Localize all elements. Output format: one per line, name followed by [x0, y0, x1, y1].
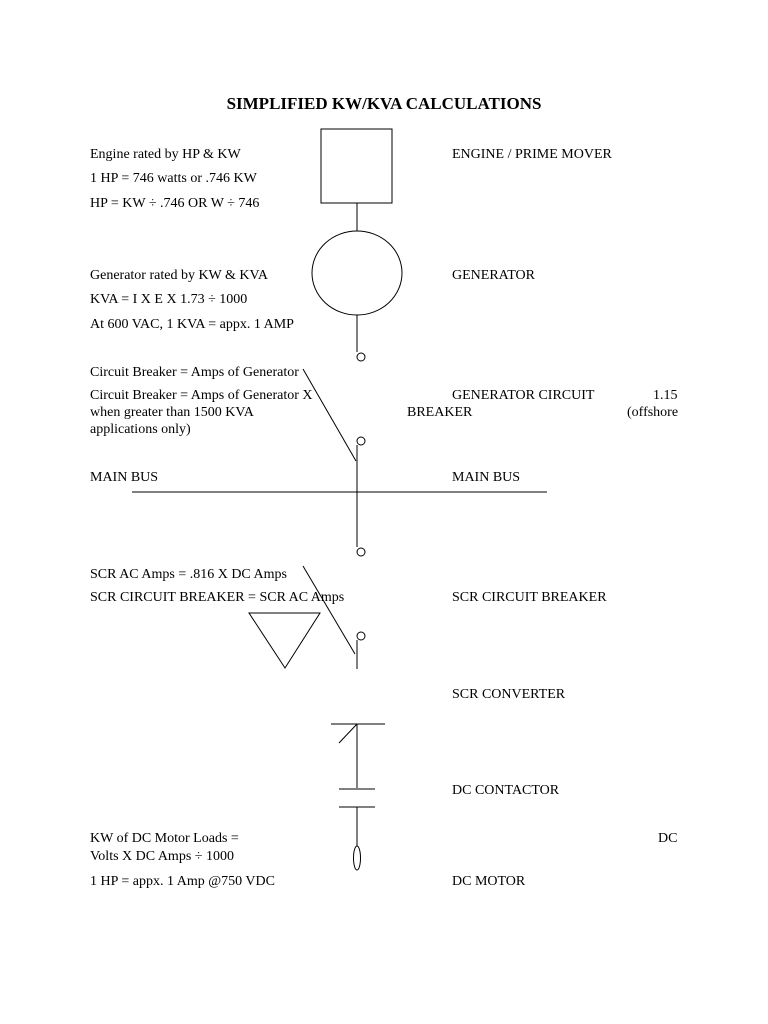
- scr-cb-label: SCR CIRCUIT BREAKER: [452, 590, 607, 605]
- offshore-text: (offshore: [627, 405, 679, 420]
- at-600vac-text: At 600 VAC, 1 KVA = appx. 1 AMP: [90, 317, 294, 332]
- gen-breaker-terminal-top: [357, 353, 365, 361]
- dc-motor-symbol: [354, 846, 361, 870]
- scr-breaker-terminal-top: [357, 548, 365, 556]
- applications-text: applications only): [90, 422, 191, 437]
- gen-breaker-terminal-bottom: [357, 437, 365, 445]
- generator-symbol: [312, 231, 402, 315]
- cb-amps-x-text: Circuit Breaker = Amps of Generator X: [90, 388, 313, 403]
- scr-ac-amps-text: SCR AC Amps = .816 X DC Amps: [90, 567, 287, 582]
- dc-contactor-label: DC CONTACTOR: [452, 783, 560, 798]
- gen-breaker-blade: [303, 369, 356, 461]
- kw-dc-text: KW of DC Motor Loads =: [90, 831, 239, 846]
- gen-cb-factor: 1.15: [653, 388, 678, 403]
- scr-breaker-blade: [303, 566, 355, 654]
- page-title: SIMPLIFIED KW/KVA CALCULATIONS: [226, 94, 542, 113]
- when-greater-text: when greater than 1500 KVA: [90, 405, 254, 420]
- scr-converter-symbol: [249, 613, 320, 668]
- scr-cb-text: SCR CIRCUIT BREAKER = SCR AC Amps: [90, 590, 345, 605]
- hp-formula-text: HP = KW ÷ .746 OR W ÷ 746: [90, 196, 260, 211]
- dc-motor-label: DC MOTOR: [452, 874, 526, 889]
- engine-label: ENGINE / PRIME MOVER: [452, 147, 612, 162]
- cb-amps-text: Circuit Breaker = Amps of Generator: [90, 365, 299, 380]
- kva-formula-text: KVA = I X E X 1.73 ÷ 1000: [90, 292, 248, 307]
- main-bus-left-label: MAIN BUS: [90, 470, 159, 485]
- volts-dc-text: Volts X DC Amps ÷ 1000: [90, 849, 234, 864]
- dc-label: DC: [658, 831, 678, 846]
- scr-gate-line: [339, 724, 357, 743]
- scr-breaker-terminal-bottom: [357, 632, 365, 640]
- generator-label: GENERATOR: [452, 268, 535, 283]
- generator-rated-text: Generator rated by KW & KVA: [90, 268, 268, 283]
- gen-cb-breaker-label: BREAKER: [407, 405, 473, 420]
- gen-cb-label: GENERATOR CIRCUIT: [452, 388, 595, 403]
- main-bus-right-label: MAIN BUS: [452, 470, 521, 485]
- hp-watts-text: 1 HP = 746 watts or .746 KW: [90, 171, 257, 186]
- hp-dc-text: 1 HP = appx. 1 Amp @750 VDC: [90, 874, 275, 889]
- engine-box: [321, 129, 392, 203]
- scr-converter-label: SCR CONVERTER: [452, 687, 566, 702]
- engine-rated-text: Engine rated by HP & KW: [90, 147, 241, 162]
